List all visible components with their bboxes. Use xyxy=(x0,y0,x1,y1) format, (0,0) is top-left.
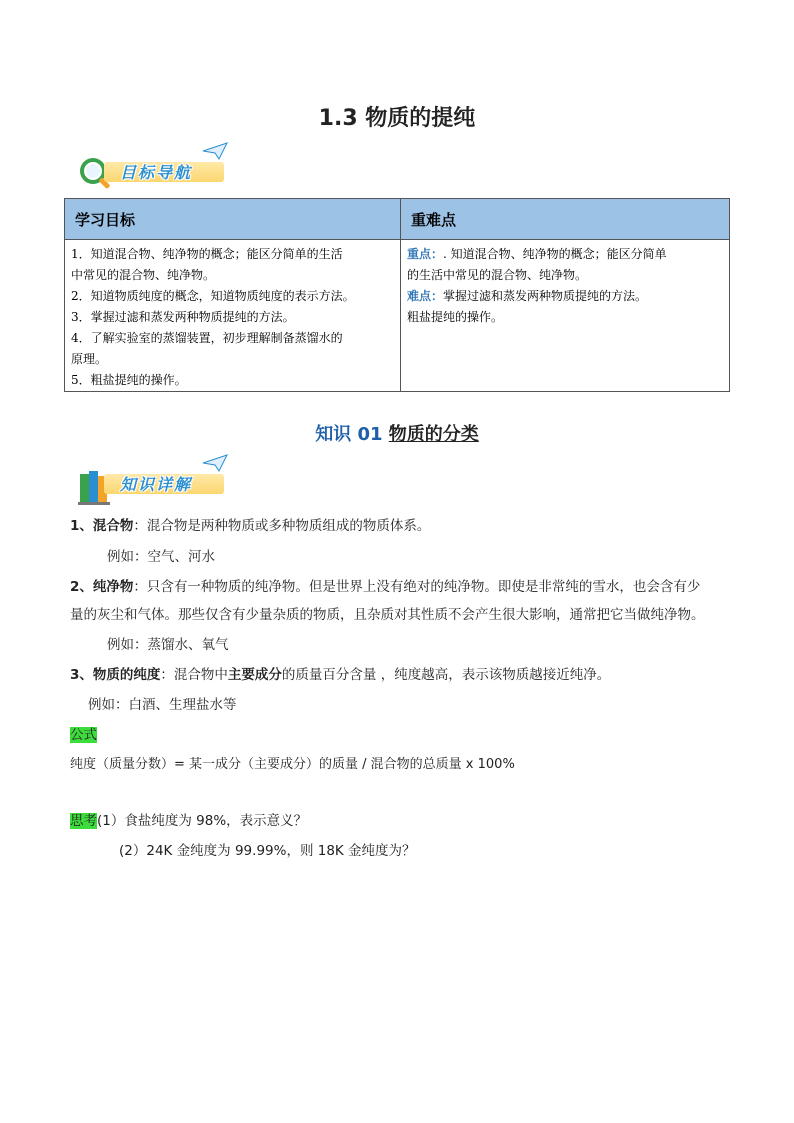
key-points-cell xyxy=(401,240,730,392)
pure-example: 例如：蒸馏水、氧气 xyxy=(107,637,229,653)
hard-label: 难点： xyxy=(407,289,444,303)
goal-line: 5．粗盐提纯的操作。 xyxy=(71,373,187,387)
hard-text: 掌握过滤和蒸发两种物质提纯的方法。 xyxy=(443,289,648,303)
pure-text-cont: 量的灰尘和气体。那些仅含有少量杂质的物质，且杂质对其性质不会产生很大影响，通常把它当做纯净物。 xyxy=(70,607,705,623)
key-text: . 知道混合物、纯净物的概念；能区分简单 xyxy=(443,247,667,261)
goals-banner xyxy=(78,146,238,190)
paper-plane-icon xyxy=(202,142,228,160)
key-label: 重点： xyxy=(407,247,444,261)
learning-goals-cell xyxy=(65,240,401,392)
banner-label: 目标导航 xyxy=(120,163,193,182)
formula-label-text: 公式 xyxy=(70,727,97,743)
formula-label xyxy=(70,725,97,745)
goal-line: 2．知道物质纯度的概念，知道物质纯度的表示方法。 xyxy=(71,289,355,303)
purity-text: ：混合物中 xyxy=(160,667,228,683)
mixture-label: 1、混合物 xyxy=(70,518,134,534)
mixture-example: 例如：空气、河水 xyxy=(107,549,215,565)
purity-label: 3、物质的纯度 xyxy=(70,667,161,683)
purity-example: 例如：白酒、生理盐水等 xyxy=(88,697,237,713)
think-question-2: (2）24K 金纯度为 99.99%，则 18K 金纯度为？ xyxy=(119,843,416,859)
page-title: 1.3 物质的提纯 xyxy=(318,106,476,131)
think-label: 思考 xyxy=(70,813,97,829)
goal-line: 原理。 xyxy=(71,352,108,366)
goals-table xyxy=(64,198,730,392)
section-heading xyxy=(0,420,794,446)
mixture-paragraph xyxy=(70,516,430,536)
think-question-1 xyxy=(70,811,307,831)
mixture-text: ：混合物是两种物质或多种物质组成的物质体系。 xyxy=(133,518,431,534)
knowledge-banner xyxy=(78,458,238,502)
goal-line: 4．了解实验室的蒸馏装置，初步理解制备蒸馏水的 xyxy=(71,331,343,345)
pure-label: 2、纯净物 xyxy=(70,579,134,595)
goal-line: 3．掌握过滤和蒸发两种物质提纯的方法。 xyxy=(71,310,295,324)
section-title: 物质的分类 xyxy=(388,424,479,445)
header-key-points: 重难点 xyxy=(401,199,730,240)
purity-main-component: 主要成分 xyxy=(227,667,282,683)
paper-plane-icon xyxy=(202,454,228,472)
formula-text: 纯度（质量分数）= 某一成分（主要成分）的质量 / 混合物的总质量 x 100% xyxy=(70,757,515,772)
purity-text-rest: 的质量百分含量 ，纯度越高，表示该物质越接近纯净。 xyxy=(281,667,611,683)
pure-paragraph xyxy=(70,577,730,625)
banner-label: 知识详解 xyxy=(120,475,193,494)
think-q1-text: (1）食盐纯度为 98%，表示意义？ xyxy=(97,813,308,829)
purity-paragraph xyxy=(70,665,610,685)
pure-text: ：只含有一种物质的纯净物。但是世界上没有绝对的纯净物。即使是非常纯的雪水，也会含有少 xyxy=(133,579,701,595)
header-learning-goals: 学习目标 xyxy=(65,199,401,240)
goal-line: 中常见的混合物、纯净物。 xyxy=(71,268,216,282)
goal-line: 1．知道混合物、纯净物的概念；能区分简单的生活 xyxy=(71,247,343,261)
key-text-cont: 的生活中常见的混合物、纯净物。 xyxy=(407,268,588,282)
section-prefix: 知识 01 xyxy=(315,424,389,445)
extra-text: 粗盐提纯的操作。 xyxy=(407,310,504,324)
